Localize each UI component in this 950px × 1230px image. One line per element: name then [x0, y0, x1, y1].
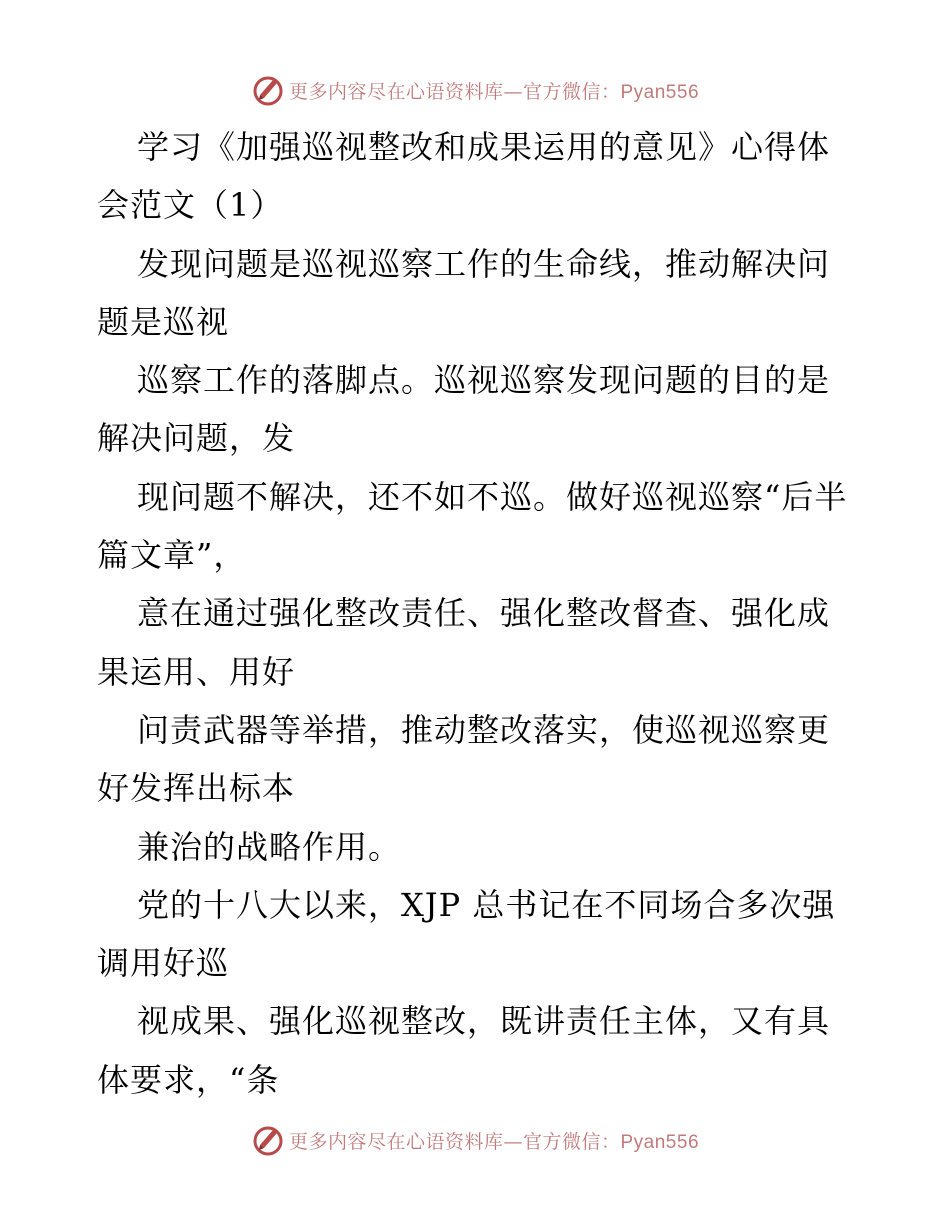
paragraph: 兼治的战略作用。: [137, 827, 402, 866]
paragraph: 党的十八大以来，XJP 总书记在不同场合多次强调用好巡: [97, 885, 836, 983]
footer-wechat-id: Pyan556: [620, 1131, 700, 1153]
paragraph: 巡察工作的落脚点。巡视巡察发现问题的目的是解决问题，发: [97, 361, 831, 458]
header-banner: [0, 70, 950, 110]
document-body: [97, 118, 857, 1109]
header-wechat-id: Pyan556: [620, 81, 700, 103]
paragraph: 问责武器等举措，推动整改落实，使巡视巡察更好发挥出标本: [97, 710, 831, 808]
paragraph: 发现问题是巡视巡察工作的生命线，推动解决问题是巡视: [97, 244, 831, 341]
pen-circle-logo-icon: [251, 73, 285, 107]
pen-circle-logo-icon: [251, 1123, 285, 1157]
paragraph: 现问题不解决，还不如不巡。做好巡视巡察“后半篇文章”，: [97, 477, 848, 575]
paragraph: 视成果、强化巡视整改，既讲责任主体，又有具体要求，“条: [97, 1002, 831, 1099]
paragraph: 意在通过强化整改责任、强化整改督查、强化成果运用、用好: [97, 594, 831, 691]
footer-banner-text: 更多内容尽在心语资料库—官方微信：Pyan556: [288, 1130, 700, 1153]
footer-banner: [0, 1120, 950, 1160]
document-title: 学习《加强巡视整改和成果运用的意见》心得体会范文（1）: [97, 128, 831, 225]
header-banner-text: 更多内容尽在心语资料库—官方微信：Pyan556: [288, 80, 700, 103]
